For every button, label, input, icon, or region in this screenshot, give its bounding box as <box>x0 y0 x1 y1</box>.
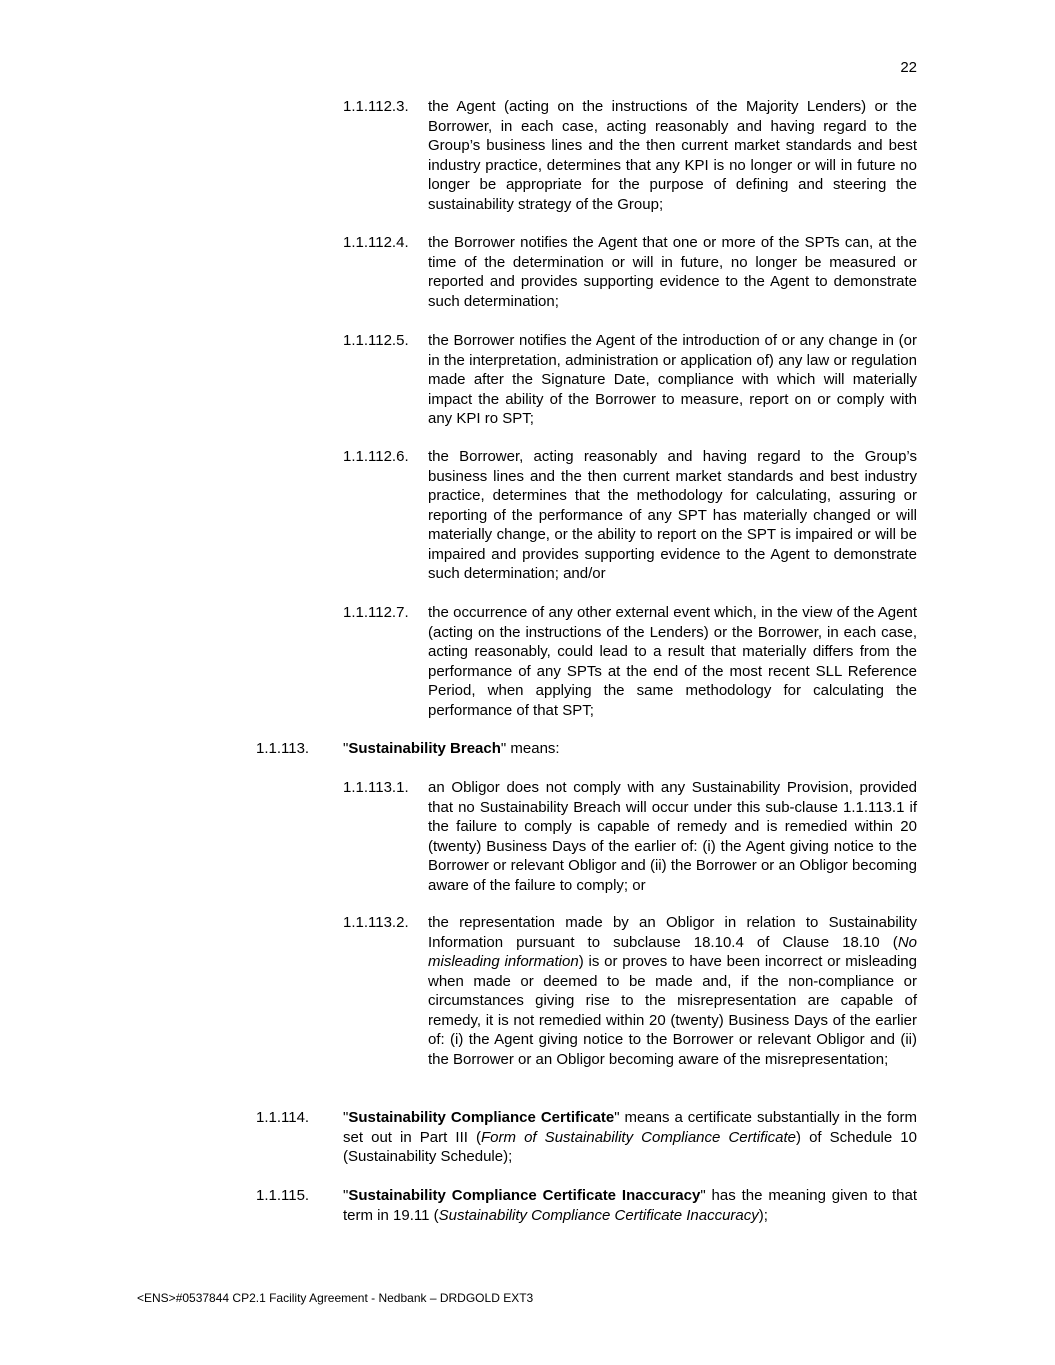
quote-mark: " <box>343 1109 349 1126</box>
clause-text-tail: " means: <box>500 740 560 757</box>
page-number: 22 <box>900 59 917 76</box>
clause-text-part: ) of Schedule 10 (Sustainability Schedule); <box>343 1128 917 1165</box>
clause-text <box>428 913 917 1069</box>
clause-number: 1.1.113.2. <box>343 914 409 931</box>
clause-number: 1.1.112.5. <box>343 332 409 349</box>
defined-term: Sustainability Breach <box>348 740 501 757</box>
quote-mark: " <box>343 1187 349 1204</box>
clause-number: 1.1.113.1. <box>343 779 409 796</box>
clause-text: the Borrower, acting reasonably and having regard to the Group’s business lines and the then current market standards and best industry practice, determines that the methodology for calculating, assuring or reporting of the performance of any SPT has materially changed or will materially change, or the ability to report on the SPT is impaired or will be impaired and provides supporting evidence to the Agent to demonstrate such determination; and/or <box>428 448 917 582</box>
clause-text: the Borrower notifies the Agent that one or more of the SPTs can, at the time of the determination or will in future, no longer be measured or reported and provides supporting evidence to the Agent to demonstrate such determination; <box>428 234 917 310</box>
clause-number: 1.1.112.7. <box>343 604 409 621</box>
clause-number: 1.1.113. <box>256 740 310 757</box>
clause-text: the occurrence of any other external event which, in the view of the Agent (acting on the instructions of the Lenders) or the Borrower, in each case, acting reasonably, could lead to a result that materially differs from the performance of any SPTs at the end of the most recent SLL Reference Period, when applying the same methodology for calculating the performance of that SPT; <box>428 604 917 719</box>
clause-text-part: the representation made by an Obligor in relation to Sustainability Information pursuant to subclause 18.10.4 of Clause 18.10 ( <box>428 914 917 951</box>
clause-text: the Agent (acting on the instructions of the Majority Lenders) or the Borrower, in each case, acting reasonably and having regard to the Group’s business lines and the then current market standards and best industry practice, determines that any KPI is no longer or will in future no longer be appropriate for the purpose of defining and steering the sustainability strategy of the Group; <box>428 98 917 213</box>
clause-text-part: ); <box>758 1206 768 1224</box>
clause-reference-title: No misleading information <box>428 933 917 970</box>
document-footer: <ENS>#0537844 CP2.1 Facility Agreement - Nedbank – DRDGOLD EXT3 <box>137 1291 534 1305</box>
clause-text: an Obligor does not comply with any Sustainability Provision, provided that no Sustainability Breach will occur under this sub-clause 1.1.113.1 if the failure to comply is capable of remedy and is remedied within 20 (twenty) Business Days of the earlier of: (i) the Agent giving notice to the Borrower or relevant Obligor and (ii) the Borrower or an Obligor becoming aware of the failure to comply; or <box>428 779 917 894</box>
clause-text: the Borrower notifies the Agent of the introduction of or any change in (or in the interpretation, administration or application of) any law or regulation made after the Signature Date, compliance with which will materially impact the ability of the Borrower to measure, report on or comply with any KPI ro SPT; <box>428 332 917 427</box>
clause-reference-title: Form of Sustainability Compliance Certificate <box>481 1128 796 1146</box>
clause-text <box>343 739 917 759</box>
clause-number: 1.1.115. <box>256 1187 310 1204</box>
clause-text <box>343 1186 917 1225</box>
defined-term: Sustainability Compliance Certificate Inaccuracy <box>348 1187 701 1204</box>
clause-number: 1.1.112.4. <box>343 234 409 251</box>
clause-text-part: " means a certificate substantially in the form set out in Part III ( <box>343 1109 917 1146</box>
clause-text-part: ) is or proves to have been incorrect or misleading when made or deemed to be made and, if the non-compliance or circumstances giving rise to the misrepresentation are capable of remedy, it is not remedied within 20 (twenty) Business Days of the earlier of: (i) the Agent giving notice to the Borrower or relevant Obligor and (ii) the Borrower or an Obligor becoming aware of the misrepresentation; <box>428 953 917 1068</box>
clause-number: 1.1.112.6. <box>343 448 409 465</box>
clause-text-part: " has the meaning given to that term in 19.11 ( <box>343 1187 917 1224</box>
clause-text <box>343 1108 917 1167</box>
clause-reference-title: Sustainability Compliance Certificate Inaccuracy <box>438 1206 759 1224</box>
clause-number: 1.1.114. <box>256 1109 310 1126</box>
quote-mark: " <box>343 740 349 757</box>
clause-number: 1.1.112.3. <box>343 98 409 115</box>
defined-term: Sustainability Compliance Certificate <box>348 1109 615 1126</box>
